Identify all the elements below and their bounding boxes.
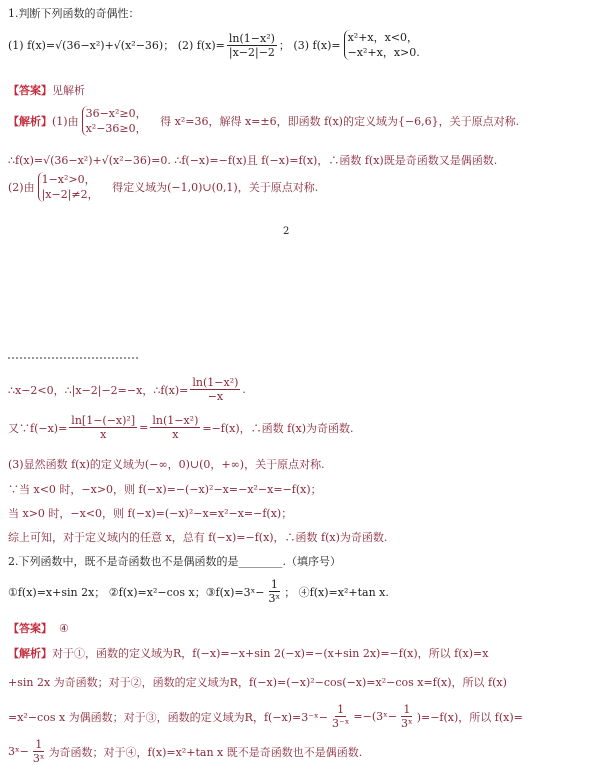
numerator: 1 [270, 578, 278, 591]
question-2-options [8, 578, 389, 605]
case: 36−x²≥0， [85, 107, 147, 120]
numerator: ln(1−x²) [228, 31, 275, 45]
text: =−(3ˣ− [353, 710, 398, 723]
denominator: 3⁻ˣ [331, 717, 350, 730]
question-1-title: 1.判断下列函数的奇偶性： [8, 7, 140, 20]
fraction [267, 578, 283, 605]
analysis-2-line-1 [8, 172, 318, 202]
denominator: −x [207, 390, 224, 403]
analysis-2-line-3 [8, 376, 246, 403]
text: 得定义域为(−1,0)∪(0,1)，关于原点对称. [112, 181, 319, 194]
analysis-q2-line-1 [8, 645, 488, 661]
numerator: 1 [35, 738, 43, 751]
analysis-label: 【解析】 [8, 115, 52, 128]
separator: ； [278, 39, 290, 52]
numerator: ln[1−(−x)²] [71, 414, 136, 427]
analysis-label: 【解析】 [8, 647, 52, 660]
text: =−f(x)，∴函数 f(x)为奇函数. [202, 421, 354, 435]
text: (2)由 [8, 181, 35, 194]
denominator: x [100, 428, 107, 441]
denominator: 3ˣ [32, 752, 45, 765]
analysis-3-line-4: 综上可知，对于定义域内的任意 x，总有 f(−x)=−f(x)，∴函数 f(x)为奇函数. [8, 531, 388, 544]
analysis-q2-line-4 [8, 738, 362, 765]
text: 为奇函数；对于④，f(x)=x²+tan x 既不是奇函数也不是偶函数. [48, 745, 363, 759]
fraction [399, 703, 415, 730]
options-text: ； ④f(x)=x²+tan x. [284, 585, 389, 599]
numerator: ln(1−x²) [192, 376, 239, 389]
analysis-3-line-3: 当 x>0 时，−x<0，则 f(−x)=(−x)²−x=x²−x=−f(x)； [8, 507, 293, 520]
answer-label: 【答案】 [8, 84, 52, 97]
text: = [139, 421, 149, 434]
numerator: ln(1−x²) [152, 414, 199, 427]
analysis-q2-line-2: +sin 2x 为奇函数；对于②，函数的定义域为R，f(−x)=(−x)²−cos(−x)=x²−cos x=f(x)，所以 f(x) [8, 676, 507, 689]
fraction [69, 414, 137, 441]
part-3-cases [344, 30, 420, 60]
text: )=−f(x)，所以 f(x)= [416, 710, 523, 724]
analysis-q2-line-3 [8, 703, 523, 730]
analysis-2-line-4 [8, 414, 354, 441]
options-text: ①f(x)=x+sin 2x； ②f(x)=x²−cos x；③f(x)=3ˣ− [8, 585, 265, 599]
part-2-fraction [227, 32, 277, 59]
fraction [190, 376, 240, 403]
case: x²−36≥0， [85, 122, 147, 135]
cropped-text-line [8, 357, 138, 362]
denominator: x [172, 428, 179, 441]
answer-text: ④ [59, 621, 69, 635]
fraction [150, 414, 200, 441]
analysis-3-line-1: (3)显然函数 f(x)的定义域为(−∞，0)∪(0，+∞)，关于原点对称. [8, 458, 325, 471]
case: 1−x²>0， [41, 173, 96, 186]
answer-text: 见解析 [52, 84, 85, 97]
text: =x²−cos x 为偶函数；对于③，函数的定义域为R，f(−x)=3⁻ˣ− [8, 710, 328, 724]
text: ∴x−2<0，∴|x−2|−2=−x，∴f(x)= [8, 383, 189, 397]
part-3-label: (3) f(x)= [293, 38, 341, 52]
page-number: 2 [283, 226, 290, 237]
text: 3ˣ− [8, 745, 29, 758]
denominator: 3ˣ [268, 592, 281, 605]
question-1-parts [8, 30, 423, 60]
denominator: 3ˣ [401, 717, 413, 730]
analysis-1-line-1 [8, 106, 519, 136]
question-2-title: 2.下列函数中，既不是奇函数也不是偶函数的是________.（填序号） [8, 555, 341, 568]
analysis-1-line-2: ∴f(x)=√(36−x²)+√(x²−36)=0. ∴f(−x)=−f(x)且 f(−x)=f(x)，∴函数 f(x)既是奇函数又是偶函数. [8, 154, 498, 167]
answer-label: 【答案】 [8, 622, 52, 635]
text: (1)由 [52, 115, 79, 128]
text: . [242, 383, 246, 396]
text: 对于①，函数的定义域为R，f(−x)=−x+sin 2(−x)=−(x+sin 2x)=−f(x)，所以 f(x)=x [52, 647, 489, 660]
numerator: 1 [403, 703, 411, 716]
answer-2 [8, 620, 69, 636]
cases [38, 172, 99, 202]
text: 得 x²=36，解得 x=±6，即函数 f(x)的定义域为{−6,6}，关于原点对称. [160, 115, 520, 128]
cases [82, 106, 147, 136]
case: |x−2|≠2， [41, 188, 99, 201]
fraction [330, 703, 351, 730]
numerator: 1 [337, 703, 345, 716]
analysis-3-line-2: ∵当 x<0 时，−x>0，则 f(−x)=−(−x)²−x=−x²−x=−f(x)； [8, 483, 322, 496]
case: x²+x，x<0， [347, 31, 419, 44]
case: −x²+x，x>0. [347, 46, 420, 59]
denominator: |x−2|−2 [228, 45, 275, 59]
part-1: (1) f(x)=√(36−x²)+√(x²−36)； [8, 39, 175, 52]
answer-1 [8, 82, 85, 98]
fraction [31, 738, 47, 765]
text: 又∵f(−x)= [8, 421, 68, 435]
part-2-label: (2) f(x)= [177, 38, 225, 52]
